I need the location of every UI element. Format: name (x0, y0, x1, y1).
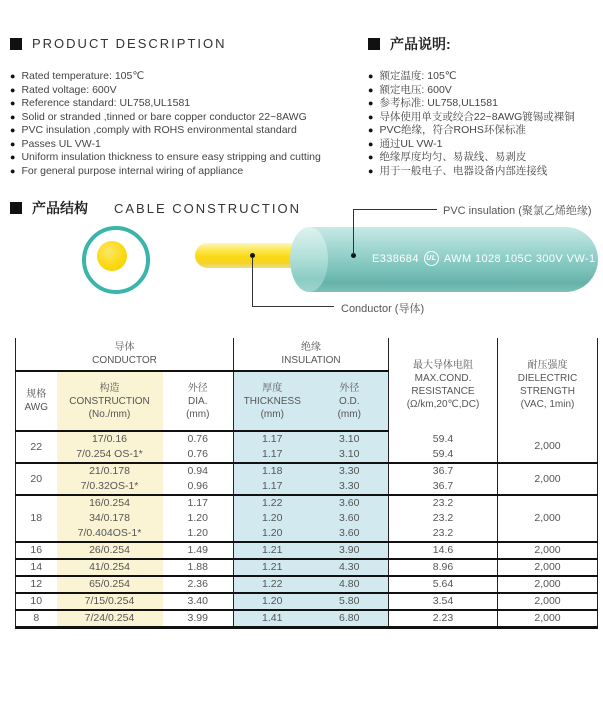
cell-od (311, 559, 389, 576)
cell-line: 3.10 (339, 433, 360, 445)
cell-line: 2,000 (534, 512, 561, 524)
cell-line: 4.30 (339, 561, 360, 573)
cell-line: 1.20 (187, 512, 208, 524)
cell-thickness (234, 593, 311, 610)
bullet-item (10, 111, 362, 123)
cell-line: 2,000 (534, 578, 561, 590)
ul-logo-icon: UL (424, 251, 439, 266)
cell-line: 7/15/0.254 (84, 595, 135, 607)
spec-table (15, 338, 598, 629)
cell-line: 36.7 (432, 480, 454, 492)
cell-strength (498, 610, 598, 628)
col-header-resistance: 最大导体电阻 MAX.COND. RESISTANCE (Ω/km,20℃,DC) (389, 338, 498, 431)
bullet-text: 额定电压: 600V (379, 83, 452, 96)
cell-line: 5.80 (339, 595, 360, 607)
cell-line: 1.49 (187, 544, 208, 556)
cell-awg (16, 431, 57, 463)
cell-line: 0.96 (187, 480, 208, 492)
bullet-item (10, 124, 362, 136)
cable-jacket-face (290, 227, 328, 292)
bullet-icon: ● (368, 84, 374, 95)
cell-dia (163, 576, 234, 593)
bullet-text: 额定温度: 105℃ (379, 70, 457, 82)
cell-line: 2.23 (432, 612, 454, 624)
cell-strength (498, 542, 598, 559)
table-row (16, 542, 598, 559)
bullet-icon: ● (368, 165, 374, 176)
cell-line: 5.64 (432, 578, 454, 590)
col-header-construction: 构造 CONSTRUCTION (No./mm) (57, 371, 163, 431)
cell-line: 23.2 (432, 527, 454, 539)
table-row (16, 610, 598, 628)
cell-line: 3.90 (339, 544, 360, 556)
bullet-text: Uniform insulation thickness to ensure easy stripping and cutting (21, 151, 321, 163)
cell-strength (498, 431, 598, 463)
cable-construction-title-cn: 产品结构 (32, 200, 88, 216)
cell-dia (163, 463, 234, 495)
bullet-icon: ● (10, 71, 16, 81)
cell-construction (57, 431, 163, 463)
cell-resistance (389, 593, 498, 610)
bullet-icon: ● (10, 165, 16, 176)
cell-line: 1.21 (262, 544, 283, 556)
bullet-text: 参考标准: UL758,UL1581 (379, 97, 498, 109)
cell-od (311, 463, 389, 495)
bullet-item (10, 70, 362, 82)
cell-line: 3.60 (339, 512, 360, 524)
cell-awg (16, 542, 57, 559)
cell-awg (16, 495, 57, 542)
cell-awg (16, 559, 57, 576)
cell-strength (498, 495, 598, 542)
cell-line: 1.88 (187, 561, 208, 573)
cell-line: 16 (30, 544, 43, 556)
insulation-leader-line (353, 209, 354, 255)
cell-line: 1.17 (262, 433, 283, 445)
cell-line: 10 (30, 595, 43, 607)
bullet-text: Rated temperature: 105℃ (21, 70, 145, 82)
cell-line: 1.20 (262, 512, 283, 524)
cell-line: 2,000 (534, 544, 561, 556)
cell-line: 1.20 (262, 595, 283, 607)
cell-line: 3.30 (339, 480, 360, 492)
product-description-cn-list (368, 70, 596, 177)
cell-line: 22 (30, 440, 43, 453)
cell-thickness (234, 495, 311, 542)
cell-line: 2,000 (534, 612, 561, 624)
bullet-icon: ● (368, 71, 374, 81)
cell-line: 1.22 (262, 578, 283, 590)
insulation-leader-line (353, 209, 437, 210)
product-description-cn-header (368, 34, 451, 54)
product-description-cn-title: 产品说明: (390, 36, 451, 52)
bullet-icon: ● (10, 84, 16, 95)
cell-thickness (234, 431, 311, 463)
cell-construction (57, 559, 163, 576)
cell-line: 21/0.178 (89, 465, 130, 477)
cell-line: 36.7 (432, 465, 454, 477)
bullet-item (368, 124, 596, 136)
cell-resistance (389, 542, 498, 559)
cable-construction-title-en: CABLE CONSTRUCTION (114, 200, 301, 216)
cell-line: 3.30 (339, 465, 360, 477)
cell-thickness (234, 576, 311, 593)
bullet-item (10, 138, 362, 150)
bullet-icon: ● (10, 125, 16, 135)
cell-line: 2.36 (187, 578, 208, 590)
cell-line: 65/0.254 (89, 578, 130, 590)
cell-line: 7/0.404OS-1* (77, 527, 142, 539)
cell-line: 0.76 (187, 433, 208, 445)
cell-line: 3.60 (339, 497, 360, 509)
cell-thickness (234, 542, 311, 559)
cell-line: 0.76 (187, 448, 208, 460)
cable-construction-header (10, 198, 301, 218)
cell-strength (498, 559, 598, 576)
bullet-text: Solid or stranded ,tinned or bare copper conductor 22~8AWG (21, 110, 307, 123)
cell-line: 14 (30, 561, 43, 573)
cell-line: 2,000 (534, 561, 561, 573)
cell-line: 59.4 (432, 447, 454, 460)
cell-line: 2,000 (534, 595, 561, 607)
cell-line: 7/0.254 OS-1* (76, 448, 143, 460)
cell-line: 7/24/0.254 (84, 612, 135, 624)
bullet-icon: ● (368, 152, 374, 162)
conductor-leader-line (252, 257, 253, 306)
bullet-item (368, 111, 596, 123)
bullet-icon: ● (368, 111, 374, 122)
cell-line: 7/0.32OS-1* (80, 480, 139, 492)
bullet-text: PVC绝缘，符合ROHS环保标准 (379, 124, 526, 136)
cable-cross-section-core (97, 241, 127, 271)
cell-dia (163, 593, 234, 610)
cell-awg (16, 610, 57, 628)
bullet-text: Rated voltage: 600V (21, 83, 117, 96)
col-header-dia: 外径 DIA. (mm) (163, 371, 234, 431)
cell-line: 34/0.178 (89, 512, 130, 524)
cell-line: 3.99 (187, 612, 208, 624)
cell-line: 1.17 (187, 497, 208, 509)
cell-awg (16, 463, 57, 495)
cell-line: 2,000 (534, 440, 561, 452)
cell-line: 1.21 (262, 561, 283, 573)
cell-line: 2,000 (534, 472, 561, 485)
insulation-label: PVC insulation (聚氯乙烯绝缘) (443, 205, 592, 217)
bullet-item (10, 84, 362, 96)
cell-line: 59.4 (432, 432, 454, 445)
product-description-header (10, 36, 227, 51)
cell-line: 1.17 (262, 448, 283, 460)
cell-od (311, 610, 389, 628)
cell-line: 3.40 (187, 595, 208, 607)
cell-resistance (389, 495, 498, 542)
cell-line: 18 (30, 512, 43, 524)
bullet-icon: ● (368, 125, 374, 135)
bullet-item (368, 151, 596, 163)
bullet-text: 导体使用单支或绞合22~8AWG镀锡或裸铜 (379, 110, 575, 123)
cable-print-text (372, 251, 596, 266)
cell-dia (163, 559, 234, 576)
table-row (16, 576, 598, 593)
cell-resistance (389, 610, 498, 628)
conductor-label: Conductor (导体) (341, 303, 425, 315)
cell-dia (163, 495, 234, 542)
cell-thickness (234, 559, 311, 576)
cell-line: 6.80 (339, 612, 360, 624)
bullet-text: Reference standard: UL758,UL1581 (21, 97, 191, 109)
cell-thickness (234, 463, 311, 495)
cell-strength (498, 593, 598, 610)
bullet-icon: ● (368, 138, 374, 149)
cell-resistance (389, 463, 498, 495)
cell-construction (57, 610, 163, 628)
bullet-icon: ● (10, 98, 16, 108)
cell-line: 16/0.254 (89, 497, 130, 509)
cell-line: 4.80 (339, 578, 360, 590)
bullet-item (368, 70, 596, 82)
cell-line: 1.41 (262, 612, 283, 624)
cell-strength (498, 576, 598, 593)
section-square-icon (368, 38, 380, 50)
col-header-strength: 耐压强度 DIELECTRIC STRENGTH (VAC, 1min) (498, 338, 598, 431)
cell-od (311, 495, 389, 542)
cell-awg (16, 593, 57, 610)
col-header-awg: 规格 AWG (16, 371, 57, 431)
table-row (16, 463, 598, 495)
bullet-text: PVC insulation ,comply with ROHS environmental standard (21, 124, 297, 136)
cell-dia (163, 542, 234, 559)
conductor-leader-line (252, 306, 334, 307)
bullet-text: 通过UL VW-1 (379, 137, 443, 150)
bullet-icon: ● (10, 152, 16, 162)
cell-od (311, 542, 389, 559)
cell-od (311, 431, 389, 463)
table-row (16, 593, 598, 610)
cell-line: 1.20 (262, 527, 283, 539)
product-description-title: PRODUCT DESCRIPTION (32, 36, 227, 51)
bullet-item (10, 151, 362, 163)
cell-line: 20 (30, 472, 43, 485)
cell-construction (57, 593, 163, 610)
cell-line: 1.18 (262, 465, 283, 477)
cell-line: 23.2 (432, 497, 454, 509)
cell-resistance (389, 559, 498, 576)
cell-construction (57, 495, 163, 542)
table-row (16, 431, 598, 463)
cell-line: 8.96 (432, 561, 454, 573)
cell-line: 23.2 (432, 512, 454, 524)
cable-print-rating: AWM 1028 105C 300V VW-1 (443, 252, 596, 265)
bullet-item (368, 138, 596, 150)
cell-construction (57, 463, 163, 495)
cell-line: 1.17 (262, 480, 283, 492)
bullet-icon: ● (10, 138, 16, 149)
cell-line: 0.94 (187, 465, 208, 477)
cell-construction (57, 576, 163, 593)
cell-resistance (389, 576, 498, 593)
cell-od (311, 576, 389, 593)
cell-line: 3.54 (432, 595, 454, 607)
bullet-item (10, 97, 362, 109)
group-header-conductor: 导体 CONDUCTOR (16, 338, 234, 371)
cell-strength (498, 463, 598, 495)
cell-resistance (389, 431, 498, 463)
bullet-text: 用于一般电子、电器设备内部连接线 (379, 164, 548, 177)
cell-line: 41/0.254 (89, 561, 130, 573)
cell-line: 3.60 (339, 527, 360, 539)
bullet-icon: ● (368, 98, 374, 108)
cell-thickness (234, 610, 311, 628)
group-header-insulation: 绝缘 INSULATION (234, 338, 389, 371)
cable-print-e-number: E338684 (372, 252, 419, 265)
cell-line: 3.10 (339, 448, 360, 460)
cell-line: 12 (30, 578, 43, 590)
table-row (16, 495, 598, 542)
table-row (16, 559, 598, 576)
col-header-od: 外径 O.D. (mm) (311, 371, 389, 431)
bullet-text: 绝缘厚度均匀、易裁线、易剥皮 (379, 151, 527, 163)
bullet-item (368, 97, 596, 109)
bullet-item (10, 165, 362, 177)
section-square-icon (10, 38, 22, 50)
product-description-list (10, 70, 362, 177)
cell-dia (163, 610, 234, 628)
cell-dia (163, 431, 234, 463)
cell-line: 14.6 (432, 544, 454, 556)
bullet-icon: ● (10, 111, 16, 122)
cell-line: 1.22 (262, 497, 283, 509)
section-square-icon (10, 202, 22, 214)
bullet-text: For general purpose internal wiring of appliance (21, 164, 244, 177)
cell-awg (16, 576, 57, 593)
bullet-item (368, 84, 596, 96)
cell-line: 1.20 (187, 527, 208, 539)
bullet-item (368, 165, 596, 177)
col-header-thickness: 厚度 THICKNESS (mm) (234, 371, 311, 431)
cell-line: 26/0.254 (89, 544, 130, 556)
cell-line: 17/0.16 (91, 433, 128, 445)
cell-construction (57, 542, 163, 559)
bullet-text: Passes UL VW-1 (21, 137, 101, 150)
cell-line: 8 (33, 612, 40, 624)
cell-od (311, 593, 389, 610)
